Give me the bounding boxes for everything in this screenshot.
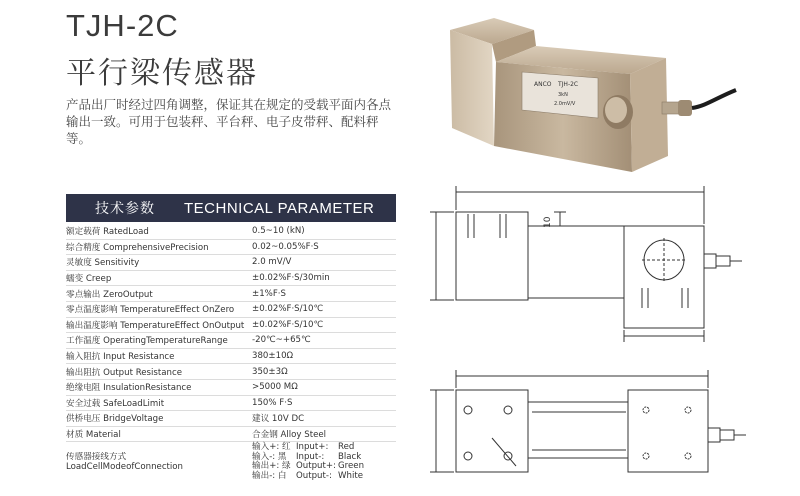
wire-zh: 输出+: 绿 [252,461,291,472]
param-value: 0.02~0.05%F·S [252,241,319,252]
side-view [430,186,742,342]
wire-color: Black [338,451,362,462]
wire-zh: 输入-: 黑 [252,451,287,462]
param-value: ±0.02%F·S/10℃ [252,304,324,315]
wiring-table [252,443,396,481]
param-row [66,255,396,271]
param-row [66,427,396,443]
param-value: ±1%F·S [252,288,286,299]
param-row [66,271,396,287]
wire-en: Output-: [296,470,332,481]
param-row [66,286,396,302]
param-key: 零点输出 ZeroOutput [66,289,153,300]
param-value: >5000 MΩ [252,382,298,393]
wiring-key-zh: 传感器接线方式 [66,451,127,462]
model-title: TJH-2C [66,8,179,43]
param-value: 380±10Ω [252,351,294,362]
param-value: 0.5~10 (kN) [252,226,305,237]
param-key: 综合精度 ComprehensivePrecision [66,242,209,253]
param-key: 灵敏度 Sensitivity [66,258,140,269]
wire-color: Red [338,442,355,453]
wiring-key [66,452,252,473]
param-value: 合金钢 Alloy Steel [252,430,327,441]
param-table [66,224,396,482]
param-key: 输出阻抗 Output Resistance [66,367,182,378]
product-description: 产品出厂时经过四角调整，保证其在规定的受载平面内各点输出一致。可用于包装秤、平台秤、电子皮带秤、配料秤等。 [66,97,392,146]
param-key: 工作温度 OperatingTemperatureRange [66,336,228,347]
param-row [66,224,396,240]
wire-color: White [338,470,363,481]
nameplate-brand: ANCO [534,81,552,88]
wire-zh: 输出-: 白 [252,470,287,481]
wire-en: Output+: [296,461,336,472]
wire-en: Input-: [296,451,325,462]
nameplate-ro: 2.0mV/V [554,101,576,107]
param-key: 材质 Material [66,430,121,441]
param-title-en: TECHNICAL PARAMETER [184,199,375,217]
nameplate-cap: 3kN [558,92,568,98]
param-row [66,333,396,349]
param-row [66,364,396,380]
param-row [66,411,396,427]
param-header [66,194,396,222]
param-value: 2.0 mV/V [252,257,292,268]
param-row [66,396,396,412]
param-row [66,318,396,334]
param-key: 输出温度影响 TemperatureEffect OnOutput [66,320,245,331]
param-key: 零点温度影响 TemperatureEffect OnZero [66,305,235,316]
param-value: 建议 10V DC [252,414,305,425]
dim-label-10: 10 [543,216,553,228]
top-view [430,370,746,472]
load-cell-photo [430,6,740,176]
wire-color: Green [338,461,365,472]
param-row-wiring [66,442,396,482]
param-value: 350±3Ω [252,366,288,377]
wiring-key-en: LoadCellModeofConnection [66,462,184,473]
product-name: 平行梁传感器 [66,56,258,91]
technical-drawing [420,176,800,494]
param-key: 供桥电压 BridgeVoltage [66,414,164,425]
param-value: ±0.02%F·S/10℃ [252,319,324,330]
param-row [66,240,396,256]
param-title-zh: 技术参数 [95,201,155,217]
param-key: 蠕变 Creep [66,274,112,285]
param-value: 150% F·S [252,397,293,408]
param-key: 额定载荷 RatedLoad [66,227,149,238]
param-row [66,349,396,365]
param-key: 绝缘电阻 InsulationResistance [66,383,192,394]
param-value: -20℃~+65℃ [252,335,311,346]
param-row [66,380,396,396]
param-row [66,302,396,318]
param-key: 输入阻抗 Input Resistance [66,352,175,363]
param-key: 安全过载 SafeLoadLimit [66,398,165,409]
wire-zh: 输入+: 红 [252,442,291,453]
param-value: ±0.02%F·S/30min [252,273,330,284]
wire-en: Input+: [296,442,329,453]
nameplate-model: TJH-2C [558,81,579,88]
